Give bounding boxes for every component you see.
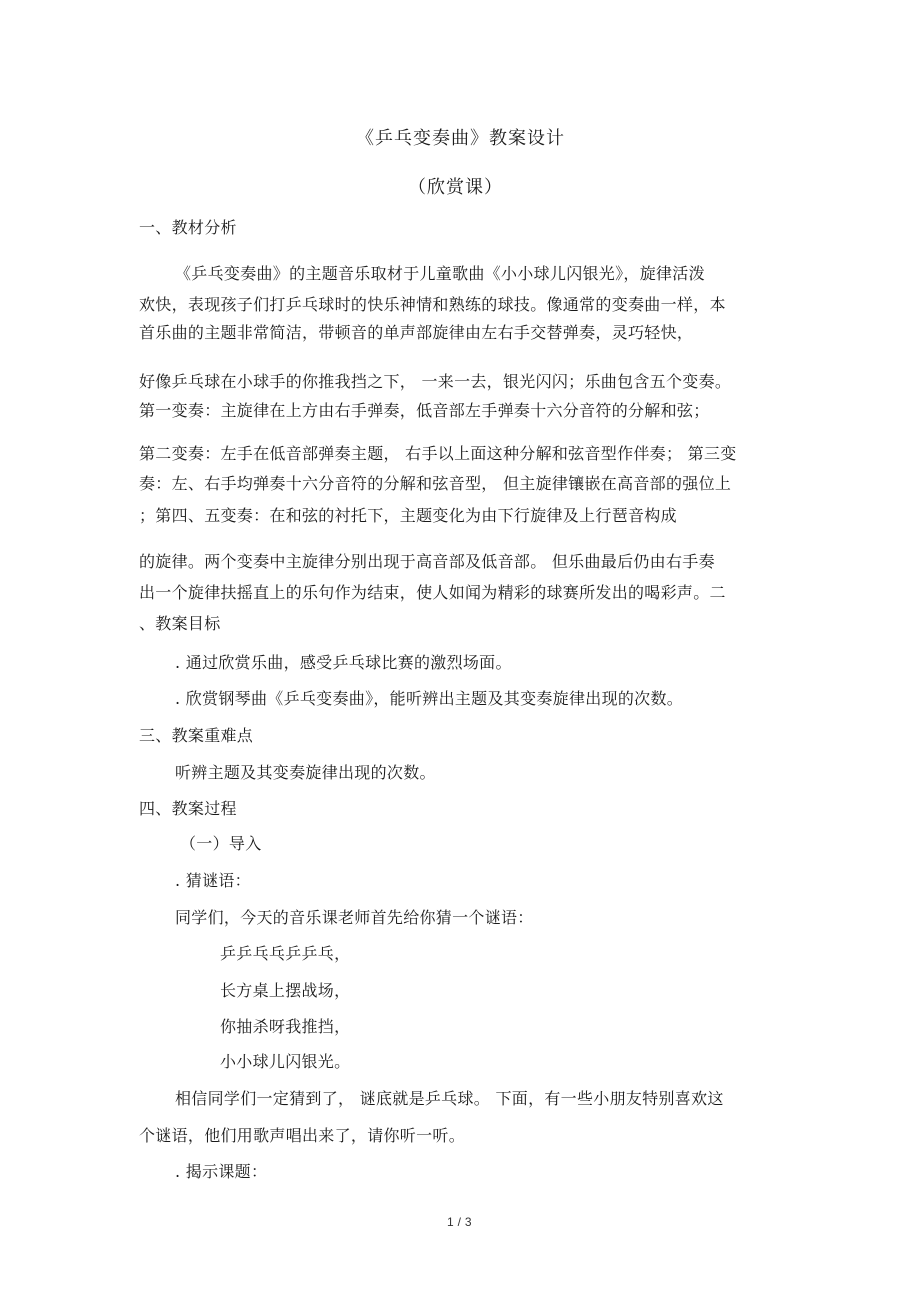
riddle-line: 你抽杀呀我推挡， bbox=[220, 1017, 351, 1036]
list-item: . 揭示课题： bbox=[175, 1162, 268, 1181]
section-heading-2: 、教案目标 bbox=[139, 614, 221, 633]
paragraph-line: 第一变奏：主旋律在上方由右手弹奏，低音部左手弹奏十六分音符的分解和弦； bbox=[139, 401, 710, 420]
riddle-line: 乒乒乓乓乒乒乓， bbox=[220, 944, 351, 963]
section-heading-4: 四、教案过程 bbox=[139, 799, 237, 818]
paragraph-line: 第二变奏：左手在低音部弹奏主题， 右手以上面这种分解和弦音型作伴奏； 第三变 bbox=[139, 444, 737, 463]
paragraph-line: ；第四、五变奏：在和弦的衬托下，主题变化为由下行旋律及上行琶音构成 bbox=[139, 506, 677, 525]
paragraph-line: 同学们，今天的音乐课老师首先给你猜一个谜语： bbox=[175, 908, 534, 927]
paragraph-line: 首乐曲的主题非常简洁，带顿音的单声部旋律由左右手交替弹奏，灵巧轻快， bbox=[139, 323, 694, 342]
list-item: . 猜谜语： bbox=[175, 871, 251, 890]
paragraph-line: 相信同学们一定猜到了， 谜底就是乒乓球。 下面，有一些小朋友特别喜欢这 bbox=[175, 1089, 724, 1108]
document-subtitle: （欣赏课） bbox=[408, 177, 503, 198]
section-heading-1: 一、教材分析 bbox=[139, 218, 237, 237]
subsection-heading: （一）导入 bbox=[180, 834, 262, 853]
paragraph-line: 出一个旋律扶摇直上的乐句作为结束，使人如闻为精彩的球赛所发出的喝彩声。二 bbox=[139, 583, 726, 602]
paragraph-line: 的旋律。两个变奏中主旋律分别出现于高音部及低音部。 但乐曲最后仍由右手奏 bbox=[139, 552, 715, 571]
paragraph-line: 听辨主题及其变奏旋律出现的次数。 bbox=[175, 763, 436, 782]
document-title: 《乒乓变奏曲》教案设计 bbox=[356, 128, 565, 149]
page-number: 1 / 3 bbox=[447, 1215, 472, 1229]
riddle-line: 小小球儿闪银光。 bbox=[220, 1052, 351, 1071]
section-heading-3: 三、教案重难点 bbox=[139, 726, 254, 745]
paragraph-line: 欢快，表现孩子们打乒乓球时的快乐神情和熟练的球技。像通常的变奏曲一样，本 bbox=[139, 295, 726, 314]
riddle-line: 长方桌上摆战场， bbox=[220, 981, 351, 1000]
objective-item: . 欣赏钢琴曲《乒乓变奏曲》，能听辨出主题及其变奏旋律出现的次数。 bbox=[175, 689, 684, 708]
paragraph-line: 奏：左、右手均弹奏十六分音符的分解和弦音型， 但主旋律镶嵌在高音部的强位上 bbox=[139, 474, 732, 493]
objective-item: . 通过欣赏乐曲，感受乒乓球比赛的激烈场面。 bbox=[175, 653, 512, 672]
paragraph-line: 好像乒乓球在小球手的你推我挡之下， 一来一去，银光闪闪；乐曲包含五个变奏。 bbox=[139, 372, 732, 391]
paragraph-line: 个谜语，他们用歌声唱出来了，请你听一听。 bbox=[139, 1126, 466, 1145]
paragraph-line: 《乒乓变奏曲》的主题音乐取材于儿童歌曲《小小球儿闪银光》，旋律活泼 bbox=[175, 264, 705, 283]
